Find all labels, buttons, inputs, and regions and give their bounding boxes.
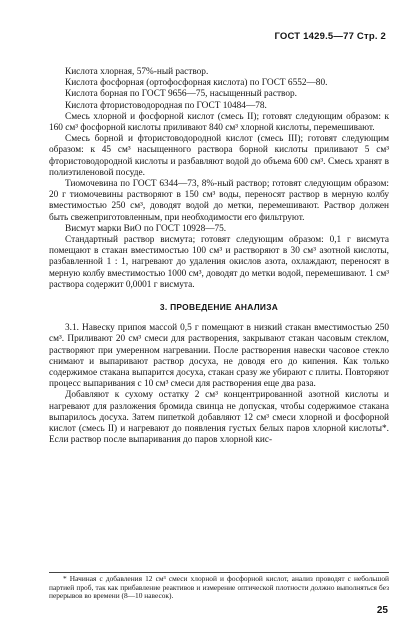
page-header: ГОСТ 1429.5—77 Стр. 2 [274,31,386,42]
paragraph: Стандартный раствор висмута; готовят следующим образом: 0,1 г висмута помещают в стакан вместимостью 100 см³ и растворяют в 30 см³ азотной кислоты, разбавленной 1 : 1, нагревают до удаления окислов азота, охлаждают, переносят в мерную колбу вместимостью 1000 см³, доводят до метки водой, перемешивают. 1 см³ раствора содержит 0,0001 г висмута. [49,235,389,290]
paragraph: Смесь борной и фтористоводородной кислот (смесь III); готовят следующим образом: к 45 см³ насыщенного раствора борной кислоты приливают 5 см³ фтористоводородной кислоты и разбавляют водой до объема 600 см³. Смесь хранят в полиэтиленовой посуде. [49,134,389,178]
paragraph: Кислота фтористоводородная по ГОСТ 10484—78. [65,100,267,111]
paragraph: Смесь хлорной и фосфорной кислот (смесь II); готовят следующим образом: к 160 см³ фосфорной кислоты приливают 840 см³ хлорной кислоты, перемешивают. [49,111,389,134]
footnote: * Начиная с добавления 12 см³ смеси хлорной и фосфорной кислот, анализ проводят с небольшой партией проб, так как прибавление реактивов и измерение оптической плотности должно выполняться без перерывов во времени (8—10 навесок). [49,574,389,601]
section-title: 3. ПРОВЕДЕНИЕ АНАЛИЗА [159,302,279,313]
paragraph: Висмут марки ВиО по ГОСТ 10928—75. [65,223,227,234]
paragraph: Тиомочевина по ГОСТ 6344—73, 8%-ный раствор; готовят следующим образом: 20 г тиомочевины растворяют в 150 см³ воды, переносят раствор в мерную колбу вместимостью 250 см³, доводят водой до метки, перемешивают. Раствор должен быть свежеприготовленным, при необходимости его фильтруют. [49,179,389,223]
paragraph: Кислота борная по ГОСТ 9656—75, насыщенный раствор. [65,89,297,100]
paragraph: Кислота хлорная, 57%-ный раствор. [65,67,209,77]
paragraph: 3.1. Навеску припоя массой 0,5 г помещают в низкий стакан вместимостью 250 см³. Приливают 20 см³ смеси для растворения, закрывают стакан часовым стеклом, растворяют при умеренном нагревании. После растворения навески часовое стекло снимают и выпаривают раствор досуха, не доводя его до кипения. Как только содержимое стакана выпарится досуха, стакан сразу же убирают с плиты. Повторяют процесс выпаривания с 10 см³ смеси для растворения еще два раза. [49,323,389,390]
paragraph: Добавляют к сухому остатку 2 см³ концентрированной азотной кислоты и нагревают для разложения бромида свинца не допуская, чтобы содержимое стакана выпарилось досуха. Затем пипеткой добавляют 12 см³ смеси хлорной и фосфорной кислот (смесь II) и нагревают до появления густых белых паров хлорной кислоты*. Если раствор после выпаривания до паров хлорной кис- [49,390,389,446]
paragraph: Кислота фосфорная (ортофосфорная кислота) по ГОСТ 6552—80. [65,78,328,89]
footnote-divider [49,572,389,573]
main-text [49,67,389,447]
page-number: 25 [376,605,388,616]
